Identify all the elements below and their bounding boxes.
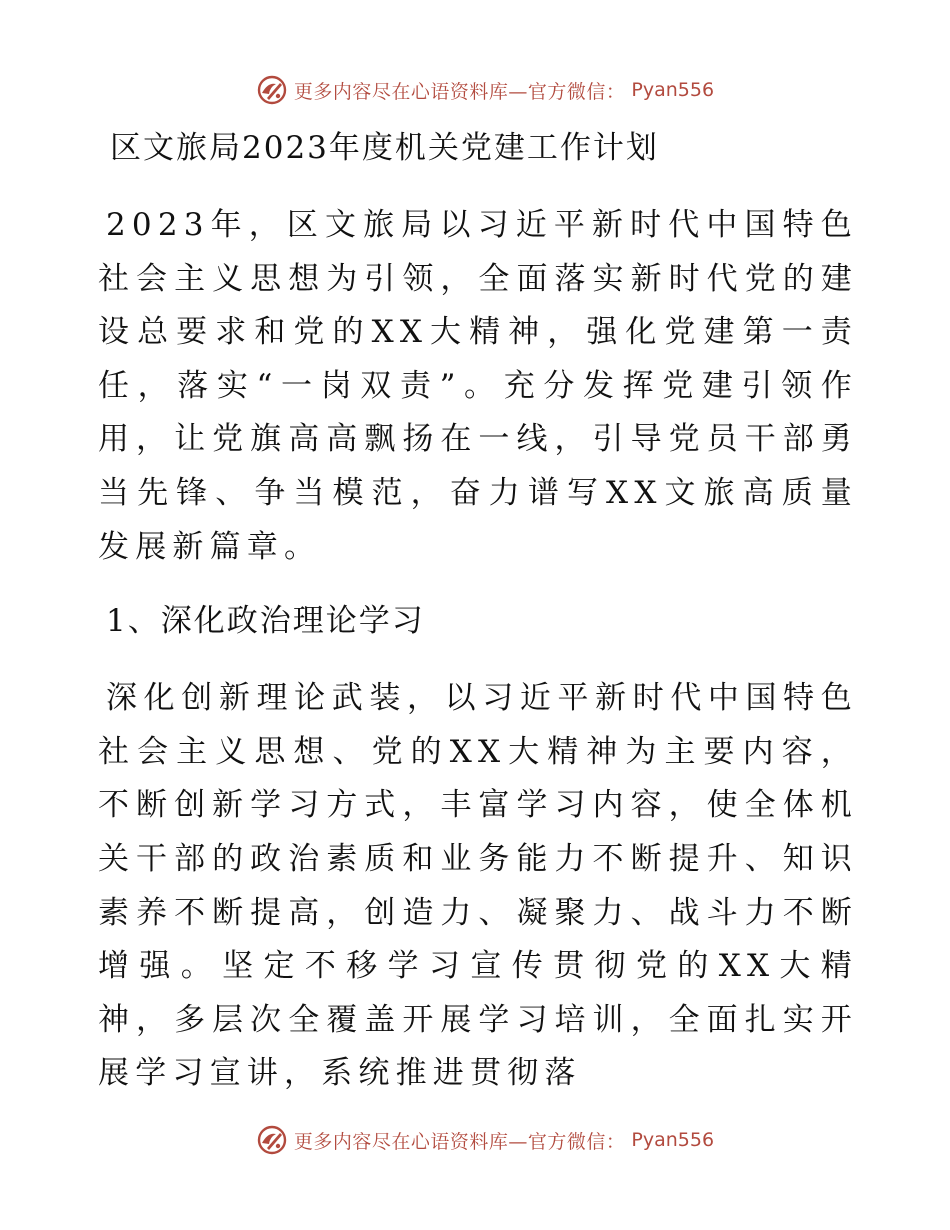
intro-paragraph: 2023年，区文旅局以习近平新时代中国特色社会主义思想为引领，全面落实新时代党的建设总要求和党的XX大精神，强化党建第一责任，落实“一岗双责”。充分发挥党建引领作用，让党旗高高飘扬在一线，引导党员干部勇当先锋、争当模范，奋力谱写XX文旅高质量发展新篇章。	[98, 207, 858, 565]
watermark-account: Pyan556	[631, 1129, 715, 1151]
watermark-group	[256, 1124, 714, 1156]
logo-icon	[256, 74, 288, 106]
document-body	[98, 128, 858, 1101]
section-heading: 1、深化政治理论学习	[106, 603, 425, 640]
watermark-text: 更多内容尽在心语资料库—官方微信：	[293, 80, 626, 103]
watermark-header	[0, 70, 950, 110]
watermark-group	[256, 74, 714, 106]
watermark-text: 更多内容尽在心语资料库—官方微信：	[293, 1130, 626, 1153]
document-title: 区文旅局2023年度机关党建工作计划	[110, 130, 659, 166]
watermark-footer	[0, 1120, 950, 1160]
logo-icon	[256, 1124, 288, 1156]
section-paragraph: 深化创新理论武装，以习近平新时代中国特色社会主义思想、党的XX大精神为主要内容，不断创新学习方式，丰富学习内容，使全体机关干部的政治素质和业务能力不断提升、知识素养不断提高，创造力、凝聚力、战斗力不断增强。坚定不移学习宣传贯彻党的XX大精神，多层次全覆盖开展学习培训，全面扎实开展学习宣讲，系统推进贯彻落	[98, 680, 858, 1092]
watermark-account: Pyan556	[631, 79, 715, 101]
